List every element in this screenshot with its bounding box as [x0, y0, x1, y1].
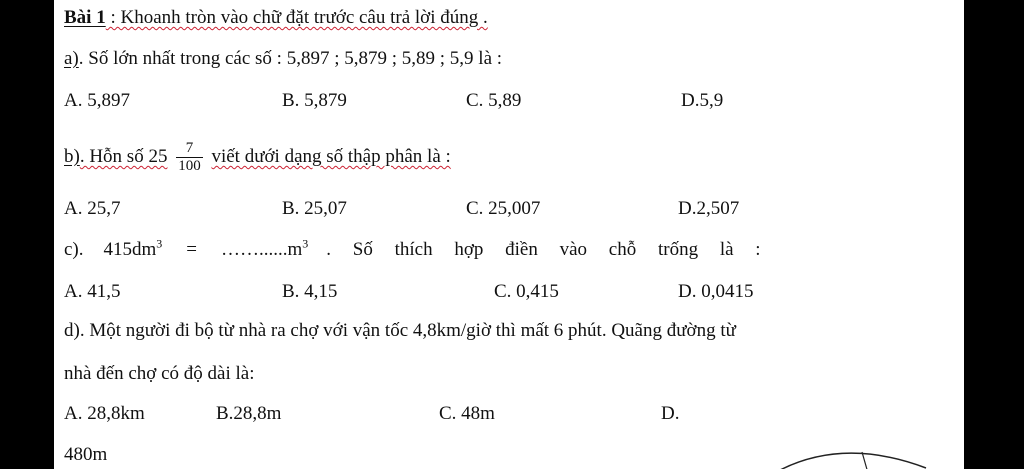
question-c-blank: ……......m: [221, 239, 303, 260]
question-c-eq: =: [186, 239, 198, 260]
fraction-denominator: 100: [178, 158, 201, 174]
question-b-text-after: viết dưới dạng số thập phân là :: [211, 145, 451, 167]
option-c-B[interactable]: B. 4,15: [282, 281, 338, 302]
question-c-exp-left: 3: [156, 236, 163, 251]
option-b-A[interactable]: A. 25,7: [64, 198, 121, 219]
option-a-D[interactable]: D.5,9: [681, 90, 724, 111]
mixed-fraction: [176, 140, 203, 175]
question-a-text: . Số lớn nhất trong các số : 5,897 ; 5,879 ; 5,89 ; 5,9 là :: [78, 48, 503, 69]
option-c-A[interactable]: A. 41,5: [64, 281, 121, 302]
question-b: [64, 140, 451, 175]
option-d-D-value: 480m: [64, 444, 108, 465]
worksheet-page: [54, 0, 964, 469]
option-a-C[interactable]: C. 5,89: [466, 90, 522, 111]
exercise-heading: [64, 6, 488, 30]
question-d-label: d): [64, 320, 80, 341]
option-d-D[interactable]: D.: [661, 403, 680, 424]
question-d-text-1: . Một người đi bộ từ nhà ra chợ với vận tốc 4,8km/giờ thì mất 6 phút. Quãng đường từ: [79, 320, 736, 341]
question-c-expr-left: 415dm: [103, 239, 157, 260]
question-d-line-2: [64, 362, 254, 386]
option-a-B[interactable]: B. 5,879: [282, 90, 347, 111]
question-a: [64, 47, 502, 71]
option-d-A[interactable]: A. 28,8km: [64, 403, 145, 424]
question-c-label: c).: [64, 239, 84, 260]
circle-drawing-fragment: [766, 440, 964, 469]
option-c-C[interactable]: C. 0,415: [494, 281, 559, 302]
exercise-instruction: : Khoanh tròn vào chữ đặt trước câu trả lời đúng .: [105, 7, 488, 28]
question-c-text: . Số thích hợp điền vào chỗ trống là :: [326, 239, 761, 260]
option-d-C[interactable]: C. 48m: [439, 403, 495, 424]
question-c-exp-right: 3: [302, 236, 309, 251]
question-a-label: a): [64, 48, 79, 69]
question-b-text-before: . Hỗn số 25: [79, 145, 168, 167]
question-b-label: b): [64, 145, 80, 167]
option-d-B[interactable]: B.28,8m: [216, 403, 282, 424]
option-c-D[interactable]: D. 0,0415: [678, 281, 754, 302]
question-d-line-1: [64, 319, 736, 343]
option-b-C[interactable]: C. 25,007: [466, 198, 541, 219]
exercise-title: Bài 1: [64, 7, 106, 28]
fraction-numerator: 7: [185, 140, 194, 156]
option-a-A[interactable]: A. 5,897: [64, 90, 130, 111]
question-c: [64, 238, 761, 262]
question-d-text-2: nhà đến chợ có độ dài là:: [64, 363, 255, 384]
option-b-D[interactable]: D.2,507: [678, 198, 740, 219]
option-b-B[interactable]: B. 25,07: [282, 198, 347, 219]
